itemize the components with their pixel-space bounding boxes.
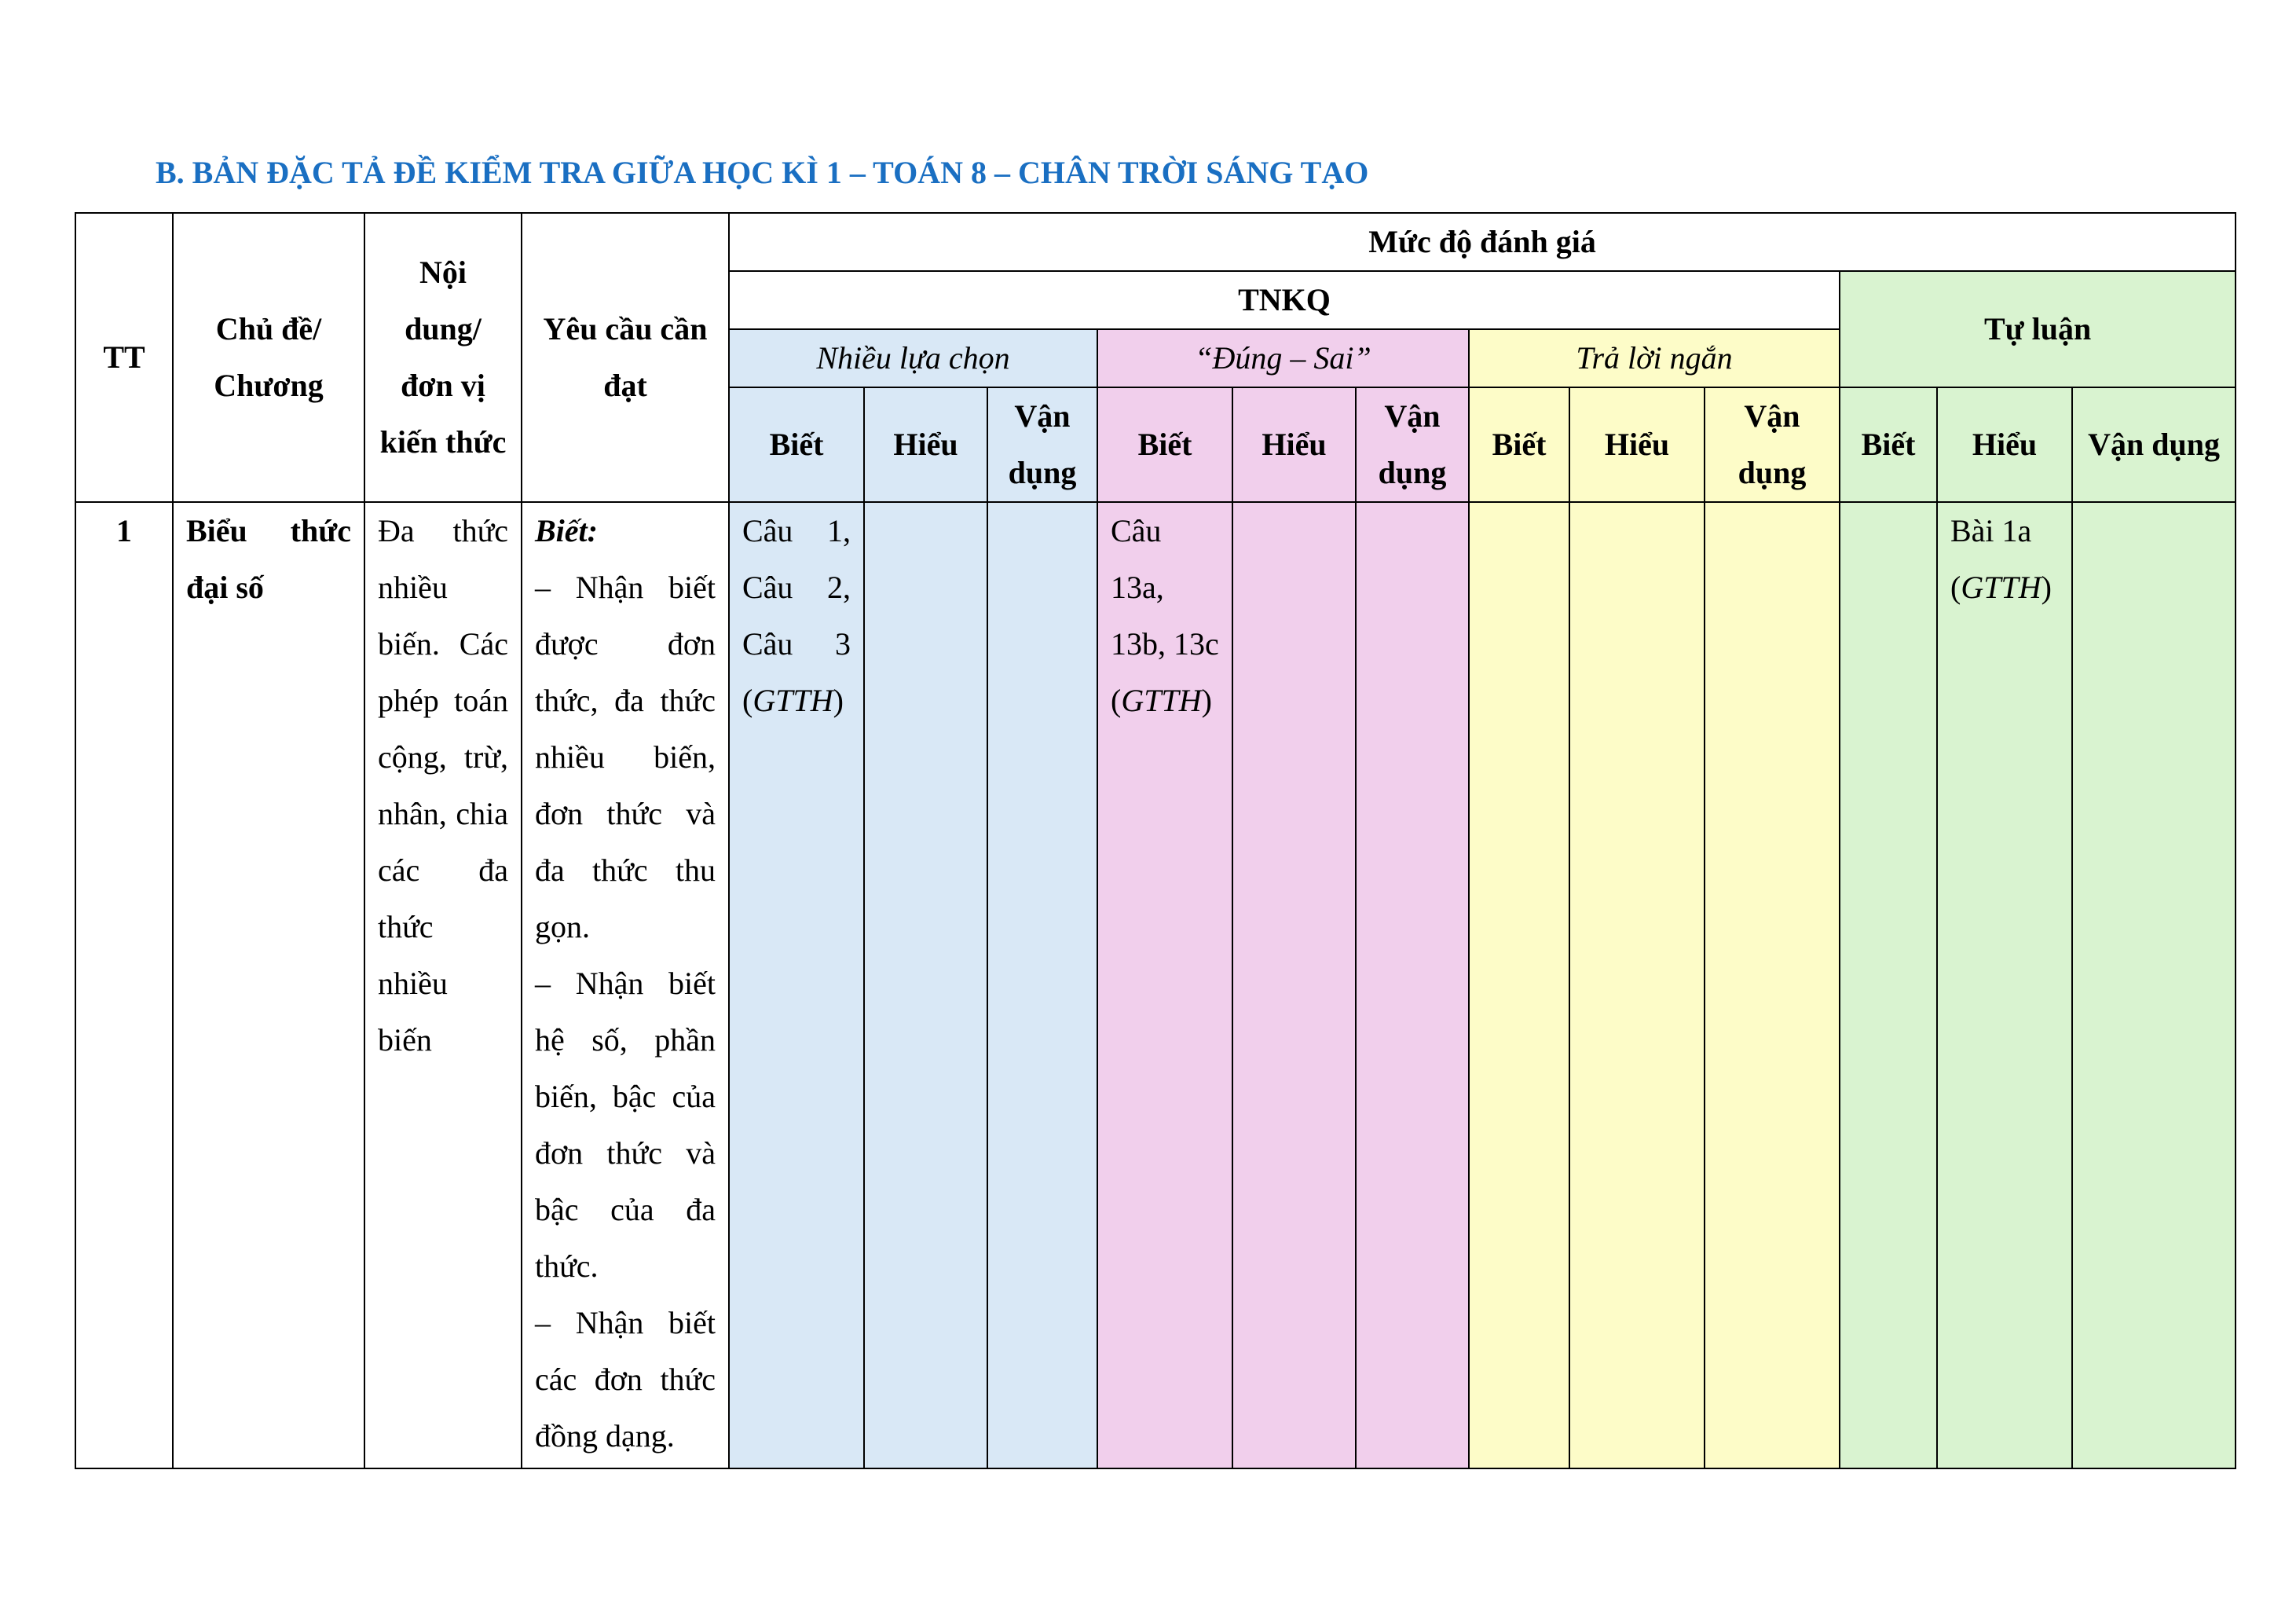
- row-chu-de: Biểu thức đại số: [173, 502, 364, 1468]
- yeu-cau-item: – Nhận biết các đơn thức đồng dạng.: [535, 1305, 716, 1454]
- cell-nlc-van-dung: [987, 502, 1097, 1468]
- row-noi-dung: Đa thức nhiều biến. Các phép toán cộng, trừ, nhân, chia các đa thức nhiều biến: [364, 502, 522, 1468]
- header-tl-van-dung: Vận dụng: [2072, 387, 2236, 502]
- header-muc-do: Mức độ đánh giá: [729, 213, 2236, 271]
- cell-tln-van-dung: [1705, 502, 1840, 1468]
- cell-nlc-biet-text: Câu 1, Câu 2, Câu 3: [742, 513, 851, 662]
- header-tu-luan: Tự luận: [1840, 271, 2236, 387]
- cell-ds-biet-note: GTTH: [1121, 683, 1202, 718]
- header-chu-de: Chủ đề/ Chương: [173, 213, 364, 502]
- cell-tln-biet: [1469, 502, 1569, 1468]
- cell-ds-hieu: [1232, 502, 1356, 1468]
- cell-tl-hieu-note: GTTH: [1961, 570, 2041, 605]
- cell-nlc-biet-note: GTTH: [753, 683, 833, 718]
- cell-tl-biet: [1840, 502, 1937, 1468]
- cell-tl-hieu: Bài 1a (GTTH): [1937, 502, 2072, 1468]
- header-tln-van-dung: Vận dụng: [1705, 387, 1840, 502]
- cell-tl-hieu-text: Bài 1a: [1950, 513, 2032, 548]
- header-ds-hieu: Hiểu: [1232, 387, 1356, 502]
- cell-ds-biet-text: Câu 13a, 13b, 13c: [1111, 513, 1219, 662]
- header-nlc-hieu: Hiểu: [864, 387, 987, 502]
- row-tt: 1: [75, 502, 173, 1468]
- cell-tl-van-dung: [2072, 502, 2236, 1468]
- cell-nlc-biet: Câu 1, Câu 2, Câu 3 (GTTH): [729, 502, 864, 1468]
- header-tl-hieu: Hiểu: [1937, 387, 2072, 502]
- header-nhieu-lua-chon: Nhiều lựa chọn: [729, 329, 1097, 387]
- cell-ds-biet: Câu 13a, 13b, 13c (GTTH): [1097, 502, 1232, 1468]
- row-yeu-cau: [522, 502, 729, 1468]
- cell-nlc-hieu: [864, 502, 987, 1468]
- header-nlc-van-dung: Vận dụng: [987, 387, 1097, 502]
- page-title: B. BẢN ĐẶC TẢ ĐỀ KIỂM TRA GIỮA HỌC KÌ 1 – TOÁN 8 – CHÂN TRỜI SÁNG TẠO: [156, 155, 1369, 190]
- table-row: [75, 502, 2236, 1468]
- header-tln-biet: Biết: [1469, 387, 1569, 502]
- yeu-cau-label: Biết:: [535, 513, 598, 548]
- cell-ds-van-dung: [1356, 502, 1469, 1468]
- specification-table: [75, 212, 2236, 1469]
- header-nlc-biet: Biết: [729, 387, 864, 502]
- header-ds-van-dung: Vận dụng: [1356, 387, 1469, 502]
- header-yeu-cau: Yêu cầu cần đạt: [522, 213, 729, 502]
- header-tra-loi-ngan: Trả lời ngắn: [1469, 329, 1840, 387]
- header-noi-dung: Nội dung/ đơn vị kiến thức: [364, 213, 522, 502]
- header-ds-biet: Biết: [1097, 387, 1232, 502]
- header-tln-hieu: Hiểu: [1569, 387, 1705, 502]
- yeu-cau-item: – Nhận biết được đơn thức, đa thức nhiều biến, đơn thức và đa thức thu gọn.: [535, 570, 716, 944]
- header-tnkq: TNKQ: [729, 271, 1840, 329]
- header-tt: TT: [75, 213, 173, 502]
- header-dung-sai: “Đúng – Sai”: [1097, 329, 1469, 387]
- header-tl-biet: Biết: [1840, 387, 1937, 502]
- yeu-cau-item: – Nhận biết hệ số, phần biến, bậc của đơn thức và bậc của đa thức.: [535, 966, 716, 1284]
- cell-tln-hieu: [1569, 502, 1705, 1468]
